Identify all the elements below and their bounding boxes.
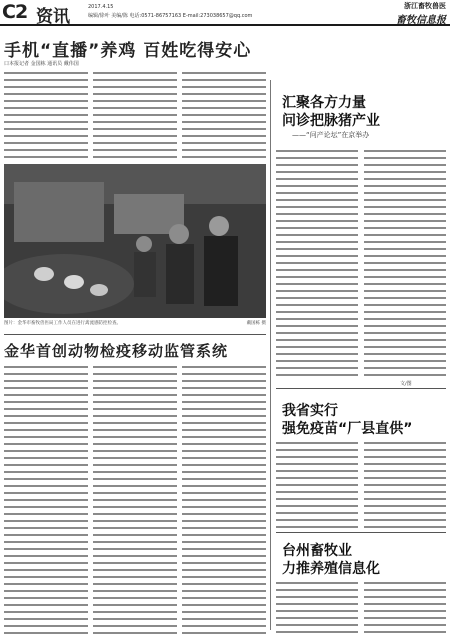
masthead-bar bbox=[0, 0, 450, 26]
issue-date: 2017.4.15 bbox=[88, 4, 114, 10]
page-number: C2 bbox=[2, 1, 28, 23]
article2-title-line2: 强免疫苗“厂县直供” bbox=[282, 421, 413, 437]
divider bbox=[276, 388, 446, 389]
lead-body-text bbox=[4, 70, 266, 162]
article1-title-line2: 问诊把脉猪产业 bbox=[282, 113, 380, 129]
second-body-text bbox=[4, 364, 266, 634]
article1-title-line1: 汇聚各方力量 bbox=[282, 95, 366, 111]
second-headline: 金华首创动物检疫移动监管系统 bbox=[4, 342, 229, 360]
column-rule bbox=[270, 80, 271, 630]
editor-contact: 编辑/徐叶 美编/陈 电话:0571-86757163 E-mail:273038657@qq.com bbox=[88, 13, 253, 19]
newspaper-name: 浙江畜牧兽医 bbox=[404, 2, 446, 10]
newspaper-brand: 畜牧信息报 bbox=[396, 15, 446, 26]
divider bbox=[4, 334, 266, 335]
article3-title-line1: 台州畜牧业 bbox=[282, 543, 352, 559]
article1-subtitle: ——“问产论坛”在京举办 bbox=[292, 131, 370, 139]
photo-caption bbox=[4, 320, 266, 326]
lead-headline: 手机“直播”养鸡 百姓吃得安心 bbox=[4, 41, 252, 61]
news-photo bbox=[4, 164, 266, 318]
divider bbox=[276, 532, 446, 533]
article3-title-line2: 力推养殖信息化 bbox=[282, 561, 380, 577]
article1-body-text bbox=[276, 148, 446, 378]
photo-caption-text: 图片：金华市畜牧兽医局工作人员在进行禽流感防控检查。 bbox=[4, 321, 121, 326]
lead-byline: 口本报记者 金国栋 通讯员 戴伟国 bbox=[4, 61, 79, 67]
article2-title-line1: 我省实行 bbox=[282, 403, 338, 419]
article3-body-text bbox=[276, 580, 446, 636]
article2-body-text bbox=[276, 440, 446, 530]
article1-author: 文/图 bbox=[400, 381, 412, 387]
photo-credit: 戴国栋 摄 bbox=[246, 321, 266, 326]
section-title: 资讯 bbox=[36, 7, 70, 27]
